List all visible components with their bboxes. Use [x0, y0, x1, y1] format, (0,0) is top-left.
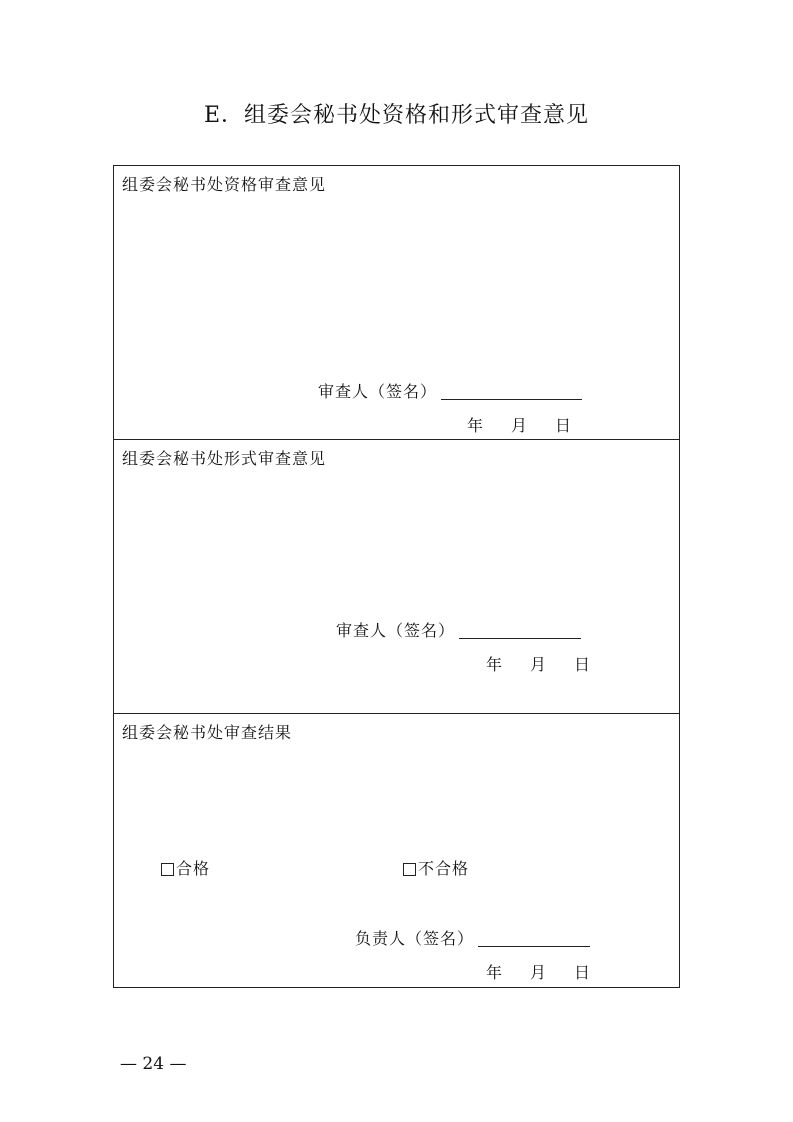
fail-checkbox[interactable]	[403, 863, 416, 876]
reviewer-signature-field[interactable]	[459, 638, 581, 639]
formal-review-section	[114, 440, 679, 714]
date-day-label: 日	[574, 655, 591, 674]
review-form-table	[113, 165, 680, 988]
date-month-label: 月	[511, 416, 528, 435]
responsible-signature-field[interactable]	[478, 946, 590, 947]
pass-option[interactable]	[161, 856, 210, 882]
formal-review-heading: 组委会秘书处形式审查意见	[122, 449, 327, 468]
review-result-heading: 组委会秘书处审查结果	[122, 723, 293, 742]
pass-checkbox[interactable]	[161, 863, 174, 876]
pass-option-label: 合格	[176, 859, 211, 878]
reviewer-signature-field[interactable]	[441, 399, 582, 400]
fail-option-label: 不合格	[418, 859, 470, 878]
date-year-label: 年	[467, 416, 484, 435]
date-year-label: 年	[486, 655, 503, 674]
page-title: E．组委会秘书处资格和形式审查意见	[203, 103, 590, 128]
qualification-review-heading: 组委会秘书处资格审查意见	[122, 175, 327, 194]
qualification-review-date	[467, 413, 571, 439]
date-month-label: 月	[530, 963, 547, 982]
qualification-review-section	[114, 166, 679, 440]
fail-option[interactable]	[403, 856, 469, 882]
date-month-label: 月	[530, 655, 547, 674]
date-day-label: 日	[574, 963, 591, 982]
date-year-label: 年	[486, 963, 503, 982]
reviewer-signature-label: 审查人（签名）	[318, 382, 438, 401]
responsible-signature-label: 负责人（签名）	[355, 929, 475, 948]
review-result-section	[114, 714, 679, 987]
page-number: — 24 —	[120, 1054, 187, 1074]
formal-reviewer-signature	[336, 618, 581, 644]
review-result-date	[486, 960, 590, 986]
formal-review-date	[486, 652, 590, 678]
responsible-person-signature	[355, 926, 590, 952]
date-day-label: 日	[555, 416, 572, 435]
reviewer-signature-label: 审查人（签名）	[336, 621, 456, 640]
qualification-reviewer-signature	[318, 379, 582, 405]
